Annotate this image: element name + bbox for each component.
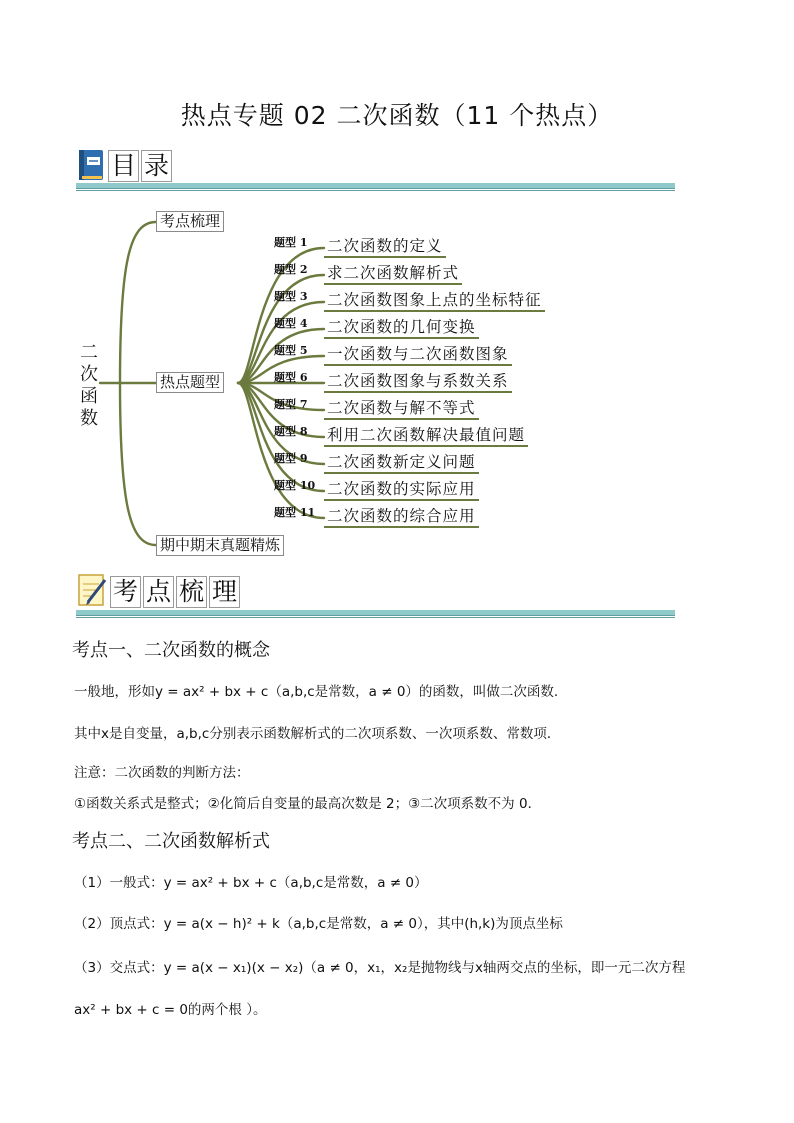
section-divider	[76, 610, 675, 616]
type-item: 二次函数图象上点的坐标特征	[324, 290, 545, 312]
type-item: 利用二次函数解决最值问题	[324, 425, 528, 447]
root-char: 二	[80, 342, 98, 363]
kp2-formula: （3）交点式：y = a(x − x₁)(x − x₂)（a ≠ 0，x₁，x₂是抛物线与x轴两交点的坐标，即一元二次方程	[74, 960, 686, 976]
type-item: 二次函数的综合应用	[324, 506, 479, 528]
type-tag: 题型 10	[274, 479, 316, 492]
kp1-paragraph: 一般地，形如y = ax² + bx + c（a,b,c是常数，a ≠ 0）的函数，叫做二次函数.	[74, 684, 559, 700]
type-item: 二次函数与解不等式	[324, 398, 479, 420]
type-tag: 题型 11	[274, 506, 316, 519]
kp2-heading: 考点二、二次函数解析式	[72, 831, 270, 852]
section-char: 考	[110, 576, 141, 608]
branch-qizhong: 期中期末真题精炼	[156, 535, 284, 556]
kp2-formula: （1）一般式：y = ax² + bx + c（a,b,c是常数，a ≠ 0）	[74, 875, 428, 891]
kp1-paragraph: 注意：二次函数的判断方法：	[74, 765, 250, 781]
type-tag: 题型 9	[274, 452, 308, 465]
notepad-pen-icon	[76, 572, 108, 608]
type-tag: 题型 1	[274, 236, 308, 249]
mindmap-root	[78, 342, 100, 430]
type-item: 二次函数新定义问题	[324, 452, 479, 474]
kp1-paragraph: ①函数关系式是整式；②化简后自变量的最高次数是 2；③二次项系数不为 0．	[74, 796, 542, 812]
kp2-formula: （2）顶点式：y = a(x − h)² + k（a,b,c是常数，a ≠ 0），其中(h,k)为顶点坐标	[74, 916, 563, 932]
type-tag: 题型 5	[274, 344, 308, 357]
root-char: 次	[80, 364, 98, 385]
type-tag: 题型 7	[274, 398, 308, 411]
type-tag: 题型 2	[274, 263, 308, 276]
type-item: 一次函数与二次函数图象	[324, 344, 512, 366]
branch-kaodian: 考点梳理	[156, 211, 224, 232]
type-item: 二次函数的实际应用	[324, 479, 479, 501]
kp1-paragraph: 其中x是自变量，a,b,c分别表示函数解析式的二次项系数、一次项系数、常数项．	[74, 726, 561, 742]
section-char: 录	[141, 150, 172, 182]
section-char: 梳	[176, 576, 207, 608]
section-header-kaodian	[76, 572, 240, 608]
type-tag: 题型 8	[274, 425, 308, 438]
kp2-formula: ax² + bx + c = 0的两个根 ）。	[74, 1002, 267, 1018]
kp1-heading: 考点一、二次函数的概念	[72, 640, 270, 661]
section-char: 理	[209, 576, 240, 608]
section-char: 点	[143, 576, 174, 608]
type-item: 二次函数的几何变换	[324, 317, 479, 339]
type-tag: 题型 3	[274, 290, 308, 303]
root-char: 函	[80, 386, 98, 407]
type-tag: 题型 4	[274, 317, 308, 330]
page-title: 热点专题 02 二次函数（11 个热点）	[180, 101, 614, 130]
type-item: 二次函数图象与系数关系	[324, 371, 512, 393]
section-divider-thin	[76, 617, 675, 618]
root-char: 数	[80, 408, 98, 429]
section-title-kaodian	[108, 576, 240, 608]
section-char: 目	[108, 150, 139, 182]
type-item: 求二次函数解析式	[324, 263, 462, 285]
type-item: 二次函数的定义	[324, 236, 446, 258]
type-tag: 题型 6	[274, 371, 308, 384]
branch-redian: 热点题型	[156, 372, 224, 393]
